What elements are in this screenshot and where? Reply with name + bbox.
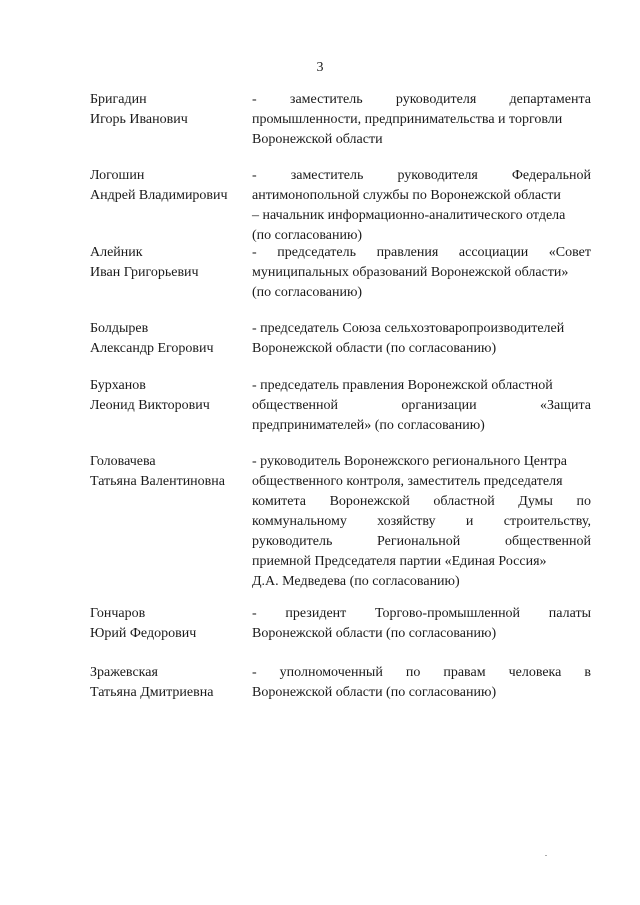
member-given-names: Андрей Владимирович [90, 188, 228, 203]
position-line: Воронежской области [252, 132, 383, 147]
position-line: муниципальных образований Воронежской области» [252, 265, 569, 280]
position-line: - председатель правления Воронежской областной [252, 378, 553, 393]
member-position [252, 376, 591, 436]
member-given-names: Александр Егорович [90, 341, 214, 356]
position-line: – начальник информационно-аналитического отдела [252, 208, 566, 223]
position-line: (по согласованию) [252, 228, 363, 243]
member-given-names: Игорь Иванович [90, 112, 188, 127]
member-name [90, 452, 250, 492]
position-line: промышленности, предпринимательства и торговли [252, 112, 563, 127]
page-number: 3 [316, 60, 324, 75]
member-given-names: Юрий Федорович [90, 626, 197, 641]
position-line: приемной Председателя партии «Единая Россия» [252, 554, 547, 569]
member-name [90, 90, 250, 130]
position-line: комитета Воронежской областной Думы по [252, 494, 591, 509]
position-line: - заместитель руководителя Федеральной [252, 168, 591, 183]
position-line: предпринимателей» (по согласованию) [252, 418, 485, 433]
member-surname: Бурханов [90, 378, 146, 393]
member-position [252, 604, 591, 644]
member-position [252, 243, 591, 303]
scan-speck [545, 855, 547, 856]
position-line: - председатель Союза сельхозтоваропроизводителей [252, 321, 565, 336]
member-position [252, 90, 591, 150]
member-surname: Бригадин [90, 92, 147, 107]
member-name [90, 376, 250, 416]
position-line: (по согласованию) [252, 285, 363, 300]
member-position [252, 319, 591, 359]
member-given-names: Татьяна Дмитриевна [90, 685, 214, 700]
member-name [90, 663, 250, 703]
position-line: Воронежской области (по согласованию) [252, 685, 497, 700]
position-line: общественного контроля, заместитель председателя [252, 474, 563, 489]
position-line: Воронежской области (по согласованию) [252, 626, 497, 641]
position-line: Д.А. Медведева (по согласованию) [252, 574, 460, 589]
member-surname: Зражевская [90, 665, 158, 680]
member-name [90, 243, 250, 283]
member-position [252, 452, 591, 592]
member-surname: Алейник [90, 245, 143, 260]
member-surname: Гончаров [90, 606, 146, 621]
position-line: - председатель правления ассоциации «Совет [252, 245, 591, 260]
member-given-names: Татьяна Валентиновна [90, 474, 225, 489]
member-name [90, 166, 250, 206]
position-line: - заместитель руководителя департамента [252, 92, 591, 107]
member-name [90, 604, 250, 644]
position-line: - уполномоченный по правам человека в [252, 665, 591, 680]
member-surname: Головачева [90, 454, 156, 469]
position-line: Воронежской области (по согласованию) [252, 341, 497, 356]
member-given-names: Леонид Викторович [90, 398, 210, 413]
position-line: общественной организации «Защита [252, 398, 591, 413]
position-line: - руководитель Воронежского регионального Центра [252, 454, 568, 469]
member-surname: Болдырев [90, 321, 149, 336]
member-given-names: Иван Григорьевич [90, 265, 199, 280]
member-name [90, 319, 250, 359]
member-position [252, 166, 591, 246]
position-line: - президент Торгово-промышленной палаты [252, 606, 591, 621]
member-position [252, 663, 591, 703]
position-line: руководитель Региональной общественной [252, 534, 591, 549]
position-line: коммунальному хозяйству и строительству, [252, 514, 591, 529]
position-line: антимонопольной службы по Воронежской области [252, 188, 561, 203]
member-surname: Логошин [90, 168, 145, 183]
